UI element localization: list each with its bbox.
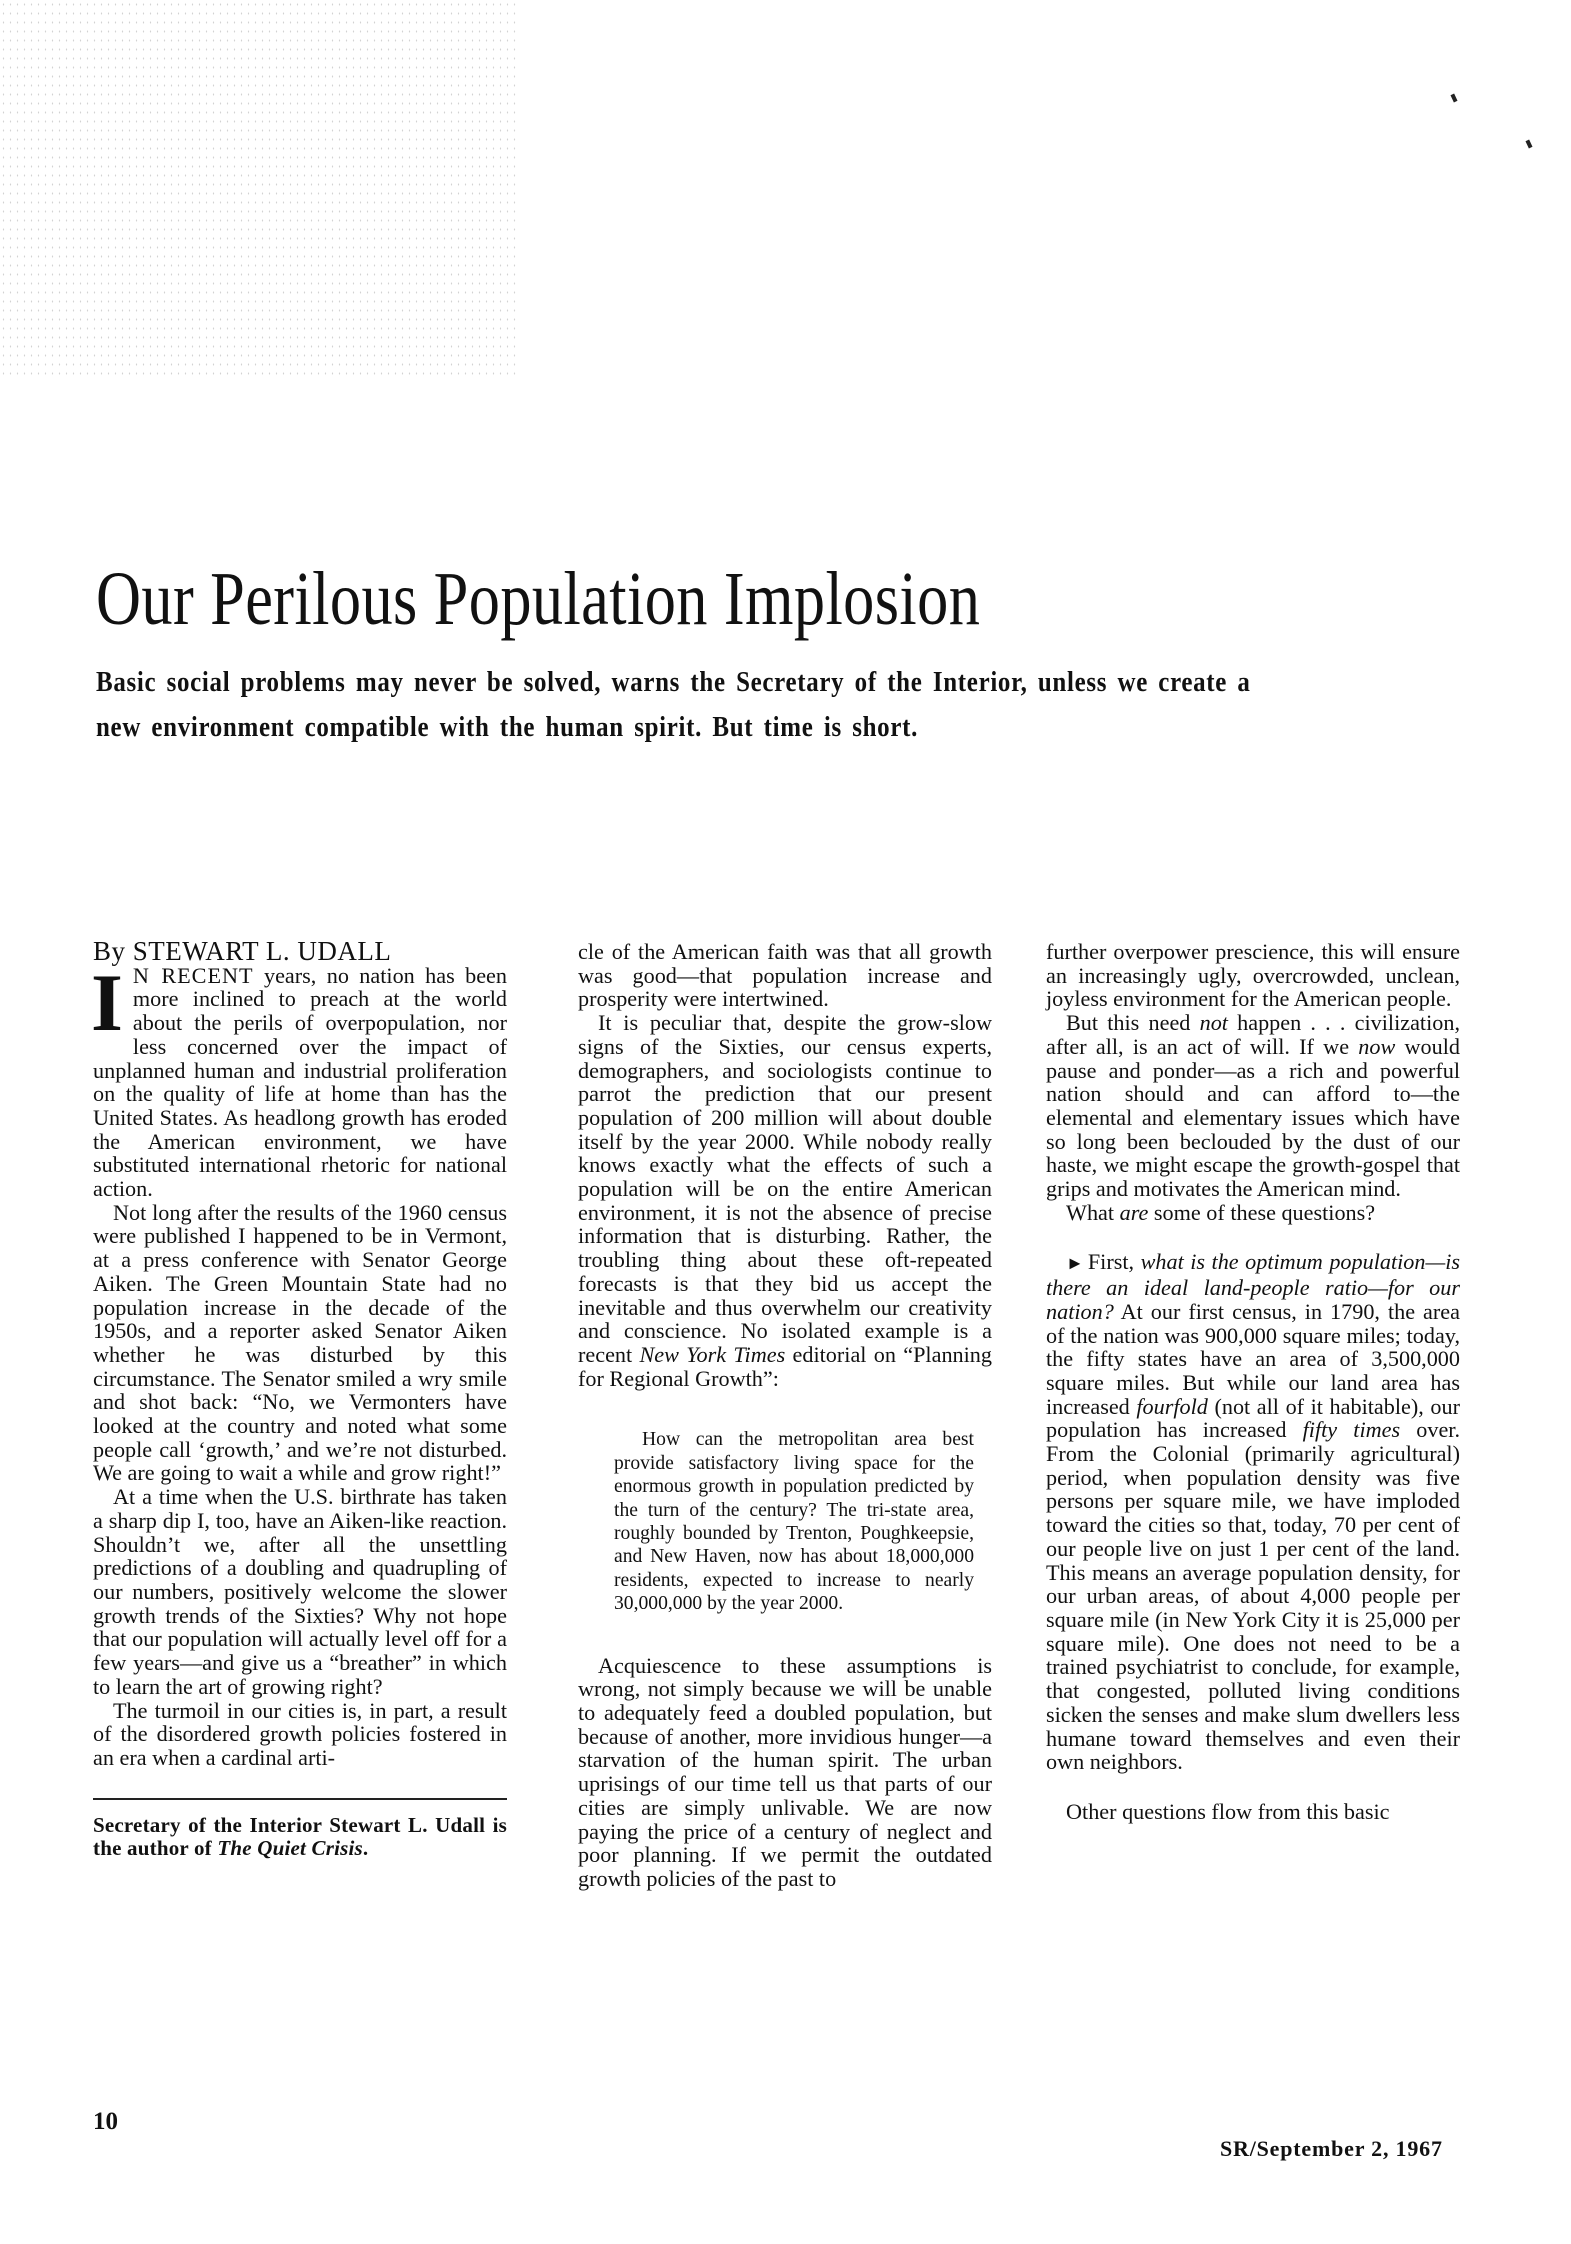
column-3 [1046, 940, 1460, 1824]
column-2 [578, 940, 992, 1891]
text: some of these questions? [1148, 1199, 1376, 1225]
emphasis: fifty times [1302, 1417, 1401, 1443]
paragraph [578, 1011, 992, 1390]
paragraph: Not long after the results of the 1960 census were published I happened to be in Vermont, at a press conference with Senator George Aiken. The Green Mountain State had no population increase in the decade of the 1950s, and a reporter asked Senator Aiken whether he was disturbed by this circumstance. The Senator smiled a wry smile and shot back: “No, we Vermonters have looked at the country and noted what some people call ‘growth,’ and we’re not disturbed. We are going to wait a while and grow right!” [93, 1199, 507, 1486]
text: over. From the Colonial (primarily agricultural) period, when population density was five persons per square mile, we have imploded toward the cities so that, today, 70 per cent of our people live on just 1 per cent of the land. This means an average population density, for our urban areas, of about 4,000 people per square mile (in New York City it is 25,000 per square mile). One does not need to be a trained psychiatrist to conclude, for example, that congested, polluted living conditions sicken the senses and make slum dwellers less humane toward themselves and even their own neighbors. [1046, 1417, 1461, 1775]
author-footnote [93, 1814, 507, 1860]
article-title: Our Perilous Population Implosion [96, 556, 981, 641]
text: But this need [1066, 1010, 1200, 1036]
text: At our first census, in 1790, the area of the nation was 900,000 square miles; today, the fifty states have an area of 3,500,000 square miles. But while our land area has increased [1046, 1298, 1460, 1419]
scan-mark [1525, 140, 1532, 149]
footnote-text: Secretary of the Interior Stewart L. Udall is the author of [93, 1812, 507, 1860]
paragraph: Acquiescence to these assumptions is wrong, not simply because we will be unable to adequately feed a doubled population, but because of another, more invidious hunger—a starvation of the human spirit. The urban uprisings of our time tell us that parts of our cities are simply unlivable. We are now paying the price of a century of neglect and poor planning. If we permit the outdated growth policies of the past to [578, 1652, 992, 1891]
text: First, [1087, 1249, 1141, 1275]
paragraph [1046, 1201, 1460, 1225]
triangle-bullet-icon: ► [1066, 1253, 1084, 1274]
lead-caps: N RECENT [132, 962, 254, 988]
paragraph [1046, 1250, 1460, 1773]
paragraph: cle of the American faith was that all growth was good—that population increase and prosperity were intertwined. [578, 939, 992, 1012]
paragraph: Other questions flow from this basic [1066, 1798, 1390, 1824]
paragraph-text: editorial on “Planning for Regional Growth”: [578, 1341, 992, 1391]
emphasis: not [1199, 1010, 1228, 1036]
paragraph: At a time when the U.S. birthrate has taken a sharp dip I, too, have an Aiken-like reaction. Shouldn’t we, after all the unsettling predictions of a doubling and quadrupling of our numbers, positively welcome the slower growth trends of the Sixties? Why not hope that our population will actually level off for a few years—and give us a “breather” in which to learn the art of growing right? [93, 1484, 507, 1699]
footnote-end: . [362, 1835, 369, 1860]
scan-noise [0, 0, 520, 380]
emphasis: are [1119, 1199, 1149, 1225]
column-1 [91, 936, 507, 1860]
lead-text: years, no nation has been more inclined to preach at the world about the perils of overpopulation, nor less concerned over the impact of unplanned human and industrial proliferation on the quality of life at home than has the United States. As headlong growth has eroded the American environment, we have substituted international rhetoric for national action. [93, 962, 507, 1202]
issue-dateline: SR/September 2, 1967 [1220, 2136, 1443, 2161]
paragraph: The turmoil in our cities is, in part, a result of the disordered growth policies fostered in an era when a cardinal arti- [93, 1697, 507, 1770]
emphasis: now [1358, 1033, 1396, 1059]
scan-mark [1450, 94, 1457, 103]
paragraph [1046, 1011, 1460, 1201]
footnote-divider [93, 1798, 507, 1800]
drop-cap: I [91, 956, 123, 1048]
block-quote [614, 1428, 974, 1615]
byline: By STEWART L. UDALL [93, 936, 392, 966]
text: (not all of it habitable), our population has increased [1046, 1393, 1460, 1443]
page-number: 10 [93, 2108, 118, 2135]
article-deck: Basic social problems may never be solved, warns the Secretary of the Interior, unless we create a new environment compatible with the human spirit. But time is short. [96, 666, 1251, 743]
lead-paragraph [91, 956, 507, 1202]
text: would pause and ponder—as a rich and powerful nation should and can afford to—the elemental and elementary issues which have so long been beclouded by the dust of our haste, we might escape the growth-gospel that grips and motivates the American mind. [1046, 1033, 1461, 1202]
paragraph: further overpower prescience, this will ensure an increasingly ugly, overcrowded, unclean, joyless environment for the American people. [1046, 939, 1460, 1012]
emphasis: what is the optimum population—is there an ideal land-people ratio—for our nation? [1046, 1249, 1460, 1324]
emphasis: fourfold [1136, 1393, 1208, 1419]
text: happen . . . civilization, after all, is an act of will. If we [1046, 1010, 1460, 1059]
publication-name: New York Times [639, 1341, 786, 1367]
paragraph-text: It is peculiar that, despite the grow-slow signs of the Sixties, our census experts, demographers, and sociologists continue to parrot the prediction that our present population of 200 million will about double itself by the year 2000. While nobody really knows exactly what the effects of such a population will be on the entire American environment, it is not the absence of precise information that is disturbing. Rather, the troubling thing about these oft-repeated forecasts is that they bid us accept the inevitable and thus overwhelm our creativity and conscience. No isolated example is a recent [578, 1010, 992, 1367]
quote-text: How can the metropolitan area best provide satisfactory living space for the enormous growth in population predicted by the turn of the century? The tri-state area, roughly bounded by Trenton, Poughkeepsie, and New Haven, now has about 18,000,000 residents, expected to increase to nearly 30,000,000 by the year 2000. [614, 1429, 974, 1615]
footnote-book-title: The Quiet Crisis [217, 1835, 363, 1860]
text: What [1066, 1199, 1120, 1225]
spacer [1046, 1774, 1460, 1800]
spacer [1046, 1224, 1460, 1250]
